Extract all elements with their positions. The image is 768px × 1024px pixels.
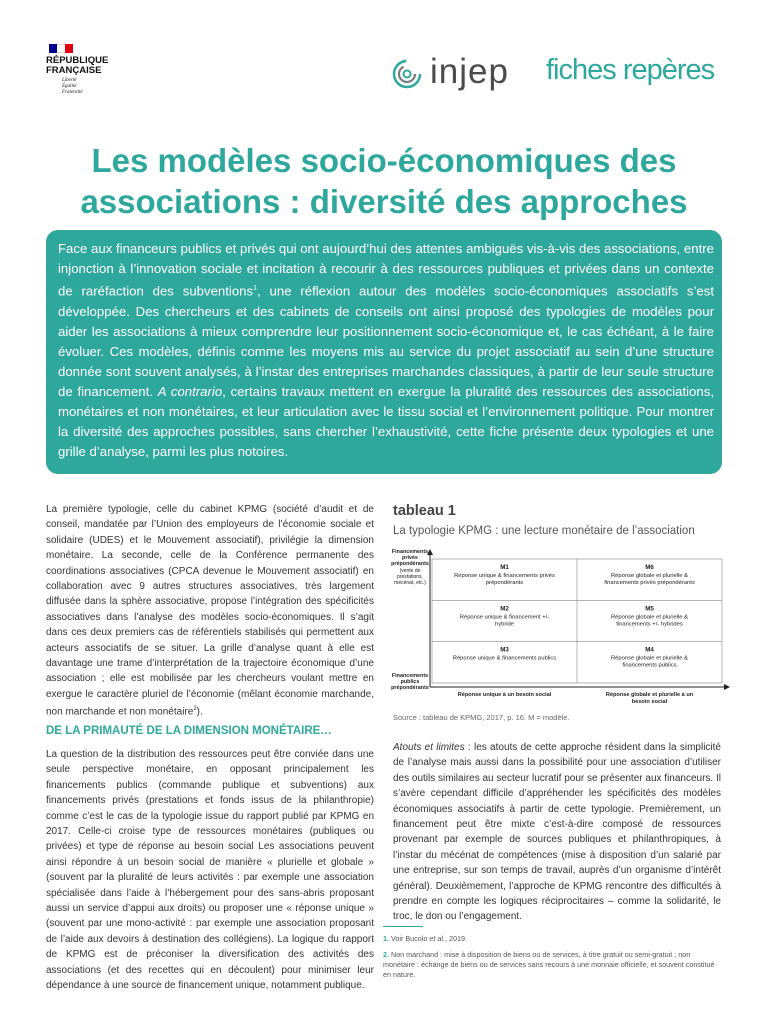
table-label: tableau 1 [393, 503, 456, 519]
page-title [0, 140, 768, 222]
rf-line2: FRANÇAISE [46, 65, 102, 76]
y-top-note: prestations, [397, 574, 423, 580]
intro-text-b: , une réflexion autour des modèles socio-économiques associatifs s’est développée. Des chercheurs et des cabinets de conseils ont ainsi proposé des typologies de modèles pour aider les associations à mieux comprendre leur positionnement socio-économique et, le cas échéant, à le faire évoluer. Ces modèles, définis comme les moyens mis au service du projet associatif au sein d’une structure donnée sont souvent analysés, à l’instar des entreprises marchandes classiques, à partir de leur seule structure de financement. [58, 283, 714, 400]
footnote-2-number: 2. [383, 950, 389, 959]
footnote-2-text: Non marchand : mise à disposition de biens ou de services, à titre gratuit ou semi-gratuit ; non monétaire : échange de biens ou de services sans recours à une monnaie officielle, et souvent constitué en nature. [383, 950, 715, 979]
rf-line1: RÉPUBLIQUE [46, 55, 109, 66]
cell-code-M2: M2 [500, 605, 509, 613]
cell-text-M6: financements privés prépondérants [604, 580, 695, 586]
y-bottom-label: prépondérants [391, 685, 429, 691]
cell-text-M5: Réponse globale et plurielle & [610, 614, 689, 621]
cell-text-M2: hybride [494, 621, 515, 628]
table-source: Source : tableau de KPMG, 2017, p. 16. M = modèle. [393, 713, 570, 722]
footnote-1-text-b: , 2019. [444, 934, 467, 943]
y-bottom-label: Financements [391, 673, 429, 679]
cell-text-M6: Réponse globale et plurielle & [610, 573, 689, 579]
footnote-1-text-a: Voir Bucolo [389, 934, 430, 943]
footnote-2 [383, 950, 723, 980]
x-right-label: Réponse globale et plurielle à un [605, 692, 694, 698]
title-line-1: Les modèles socio-économiques des [91, 142, 677, 179]
intro-italic: A contrario [157, 384, 223, 400]
injep-swirl-icon [390, 58, 424, 90]
series-title: fiches repères [546, 54, 715, 86]
y-top-label: Financements [391, 549, 429, 555]
y-top-label: privés [402, 555, 418, 561]
atouts-label: Atouts et limites [393, 742, 465, 753]
cell-code-M6: M6 [645, 564, 654, 571]
footnote-1-number: 1. [383, 934, 389, 943]
right-paragraph [393, 740, 721, 925]
left-paragraph-2: La question de la distribution des ressources peut être conviée dans une seule perspective monétaire, en opposant principalement les financements publics (commande publique et subventions) aux financements privés (prestations et fonds issus de la philanthropie) comme c’est le cas de la typologie issue du rapport publié par KPMG en 2017. Celle-ci croise type de ressources monétaires (publiques ou privées) et type de réponse au besoin social Les associations peuvent ainsi répondre à un besoin social de manière « plurielle et globale » (souvent par la pluralité de leurs activités : par exemple une association spécialisée dans l’aide à l’hébergement pour des sans-abris proposant aussi un service d’appui aux droits) ou proposer une « réponse unique » (souvent par une mono-activité : par exemple une association proposant de l’aide aux devoirs à destination des collégiens). La logique du rapport de KPMG est de préconiser la diversification des activités des associations (et des recettes qui en découlent) pour minimiser leur dépendance à une source de financement unique, notamment publique. [46, 749, 374, 992]
y-bottom-label: publics [400, 679, 420, 685]
y-top-label: prépondérants [391, 561, 429, 567]
kpmg-typology-chart [390, 545, 730, 710]
left-p1-text: La première typologie, celle du cabinet KPMG (société d’audit et de conseil, mandatée par l’Union des employeurs de l’économie sociale et solidaire (UDES) et le Mouvement associatif), privilégie la dimension monétaire. La seconde, celle de la Conférence permanente des coordinations associatives (CPCA devenue le Mouvement associatif) en collaboration avec 9 autres structures associatives, très largement diffusée dans la sphère associative, propose l’intégration des spécificités associatives dans l’analyse des modèles socio-économiques. Il s’agit dans ces deux premiers cas de référentiels stabilisés qui permettent aux acteurs associatifs de se situer. La grille d’analyse quant à elle est davantage une trame d’interprétation de la trajectoire économique d’une association ; elle est mobilisée par les chercheurs voulant mettre en exergue le caractère pluriel de l’économie (mêlant économie marchande, non marchande et non monétaire [46, 504, 374, 718]
right-p1-text: : les atouts de cette approche résident dans la simplicité de l’analyse mais aussi dans la possibilité pour une association d’utiliser des outils similaires au secteur lucratif pour se présenter aux financeurs. Il s’avère cependant difficile d’appréhender les spécificités des modèles économiques associatifs à partir de cette typologie. Premièrement, un financement peut être mixte c’est-à-dire composé de ressources provenant par exemple de sources publiques et philanthropiques, à l’instar du mécénat de compétences (mise à disposition d’un salarié par une entreprise, sur son temps de travail, auprès d’un organisme d’intérêt général). Deuxièmement, l’approche de KPMG rencontre des difficultés à prendre en compte les logiques réciprocitaires – comme la solidarité, le troc, le don ou l’engagement. [393, 742, 721, 923]
section-heading: DE LA PRIMAUTÉ DE LA DIMENSION MONÉTAIRE… [46, 725, 332, 737]
x-left-label: Réponse unique à un besoin social [457, 692, 552, 698]
motto-fraternite: Fraternité [62, 90, 83, 95]
republique-francaise-flag [49, 44, 73, 53]
cell-code-M1: M1 [500, 564, 509, 571]
footnote-1-italic: et al. [429, 934, 445, 943]
cell-text-M4: Réponse globale et plurielle & [610, 655, 689, 662]
cell-text-M4: financements publics [622, 662, 677, 669]
cell-text-M1: prépondérants [485, 580, 524, 586]
footnote-ref-1[interactable]: 1 [253, 285, 258, 293]
cell-text-M1: Réponse unique & financements privés [454, 573, 555, 579]
x-right-label: besoin social [631, 699, 668, 705]
cell-code-M5: M5 [645, 605, 654, 613]
footnote-divider [383, 926, 423, 927]
intro-text-c: , certains travaux mettent en exergue la pluralité des ressources des associations, monétaires et non monétaires, et leur articulation avec le tissu social et l’environnement politique. Pour montrer la diversité des approches possibles, sans chercher l’exhaustivité, cette fiche présente deux typologies et une grille d’analyse, parmi les plus notoires. [58, 384, 714, 460]
motto-liberte: Liberté [62, 78, 77, 83]
title-line-2: associations : diversité des approches [80, 183, 688, 220]
table-subtitle: La typologie KPMG : une lecture monétaire de l’association [393, 525, 695, 537]
footnote-1 [383, 934, 723, 944]
cell-text-M3: Réponse unique & financements publics [452, 655, 557, 662]
injep-logo-text: injep [430, 52, 509, 91]
intro-text [58, 239, 714, 462]
y-top-note: mécénat, etc.) [394, 580, 426, 586]
cell-code-M4: M4 [645, 646, 654, 654]
x-axis-arrow [724, 684, 730, 690]
y-top-note: (vente de [399, 568, 421, 574]
cell-text-M5: financements +/- hybrides [616, 621, 683, 628]
cell-code-M3: M3 [500, 646, 509, 654]
motto-egalite: Égalité [62, 84, 77, 89]
cell-text-M2: Réponse unique & financement +/- [459, 614, 550, 621]
republique-francaise-logo [46, 56, 108, 76]
rf-motto [62, 78, 83, 96]
intro-text-a: Face aux financeurs publics et privés qui ont aujourd’hui des attentes ambiguës vis-à-vis des associations, entre injonction à l’innovation sociale et incitation à recourir à des ressources publiques et privées dans un contexte de raréfaction des subventions [58, 241, 714, 299]
footnote-ref-2[interactable]: 2 [193, 706, 197, 713]
left-paragraph-1 [46, 502, 374, 720]
left-p1-end: ). [196, 706, 203, 718]
